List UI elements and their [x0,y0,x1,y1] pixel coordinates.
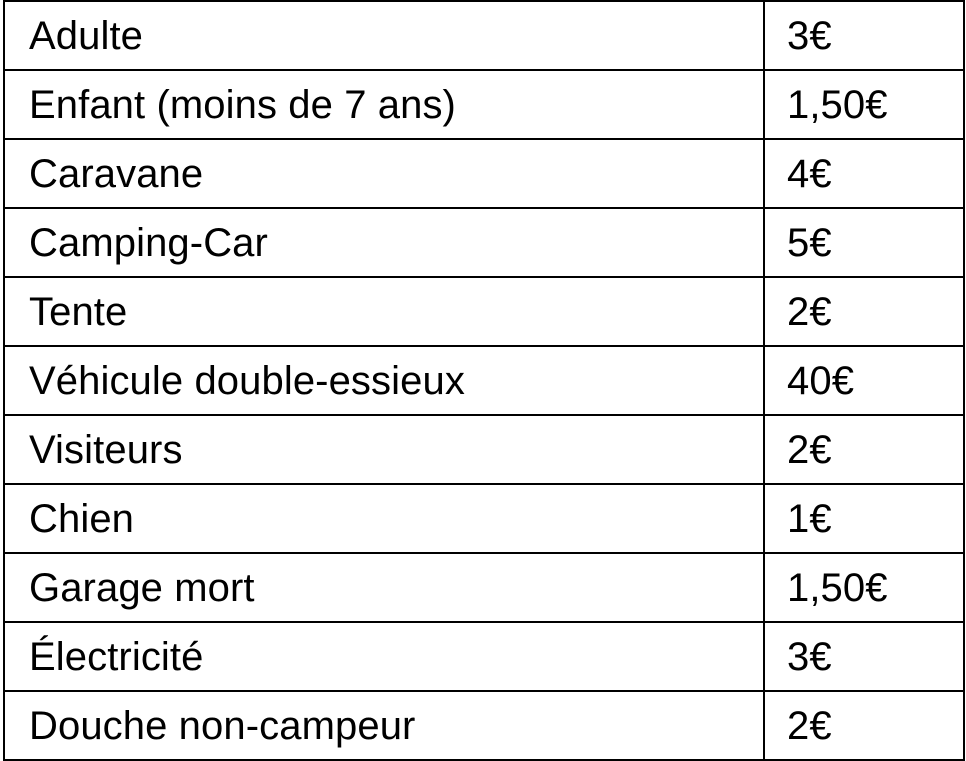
item-price: 4€ [764,139,964,208]
item-price: 3€ [764,622,964,691]
table-row [4,415,964,484]
table-row [4,553,964,622]
table-row [4,346,964,415]
item-price: 2€ [764,415,964,484]
item-label: Adulte [4,1,764,70]
item-label: Électricité [4,622,764,691]
table-row [4,277,964,346]
item-price: 3€ [764,1,964,70]
item-price: 40€ [764,346,964,415]
item-label: Véhicule double-essieux [4,346,764,415]
item-label: Douche non-campeur [4,691,764,760]
item-price: 1,50€ [764,70,964,139]
price-table [3,0,965,761]
price-table-body [4,1,964,760]
table-row [4,70,964,139]
item-price: 2€ [764,691,964,760]
item-price: 1,50€ [764,553,964,622]
item-label: Caravane [4,139,764,208]
item-label: Camping-Car [4,208,764,277]
item-label: Chien [4,484,764,553]
item-label: Tente [4,277,764,346]
table-row [4,622,964,691]
item-price: 5€ [764,208,964,277]
item-price: 2€ [764,277,964,346]
item-label: Garage mort [4,553,764,622]
table-row [4,1,964,70]
item-price: 1€ [764,484,964,553]
table-row [4,691,964,760]
table-row [4,139,964,208]
table-row [4,208,964,277]
item-label: Enfant (moins de 7 ans) [4,70,764,139]
table-row [4,484,964,553]
item-label: Visiteurs [4,415,764,484]
